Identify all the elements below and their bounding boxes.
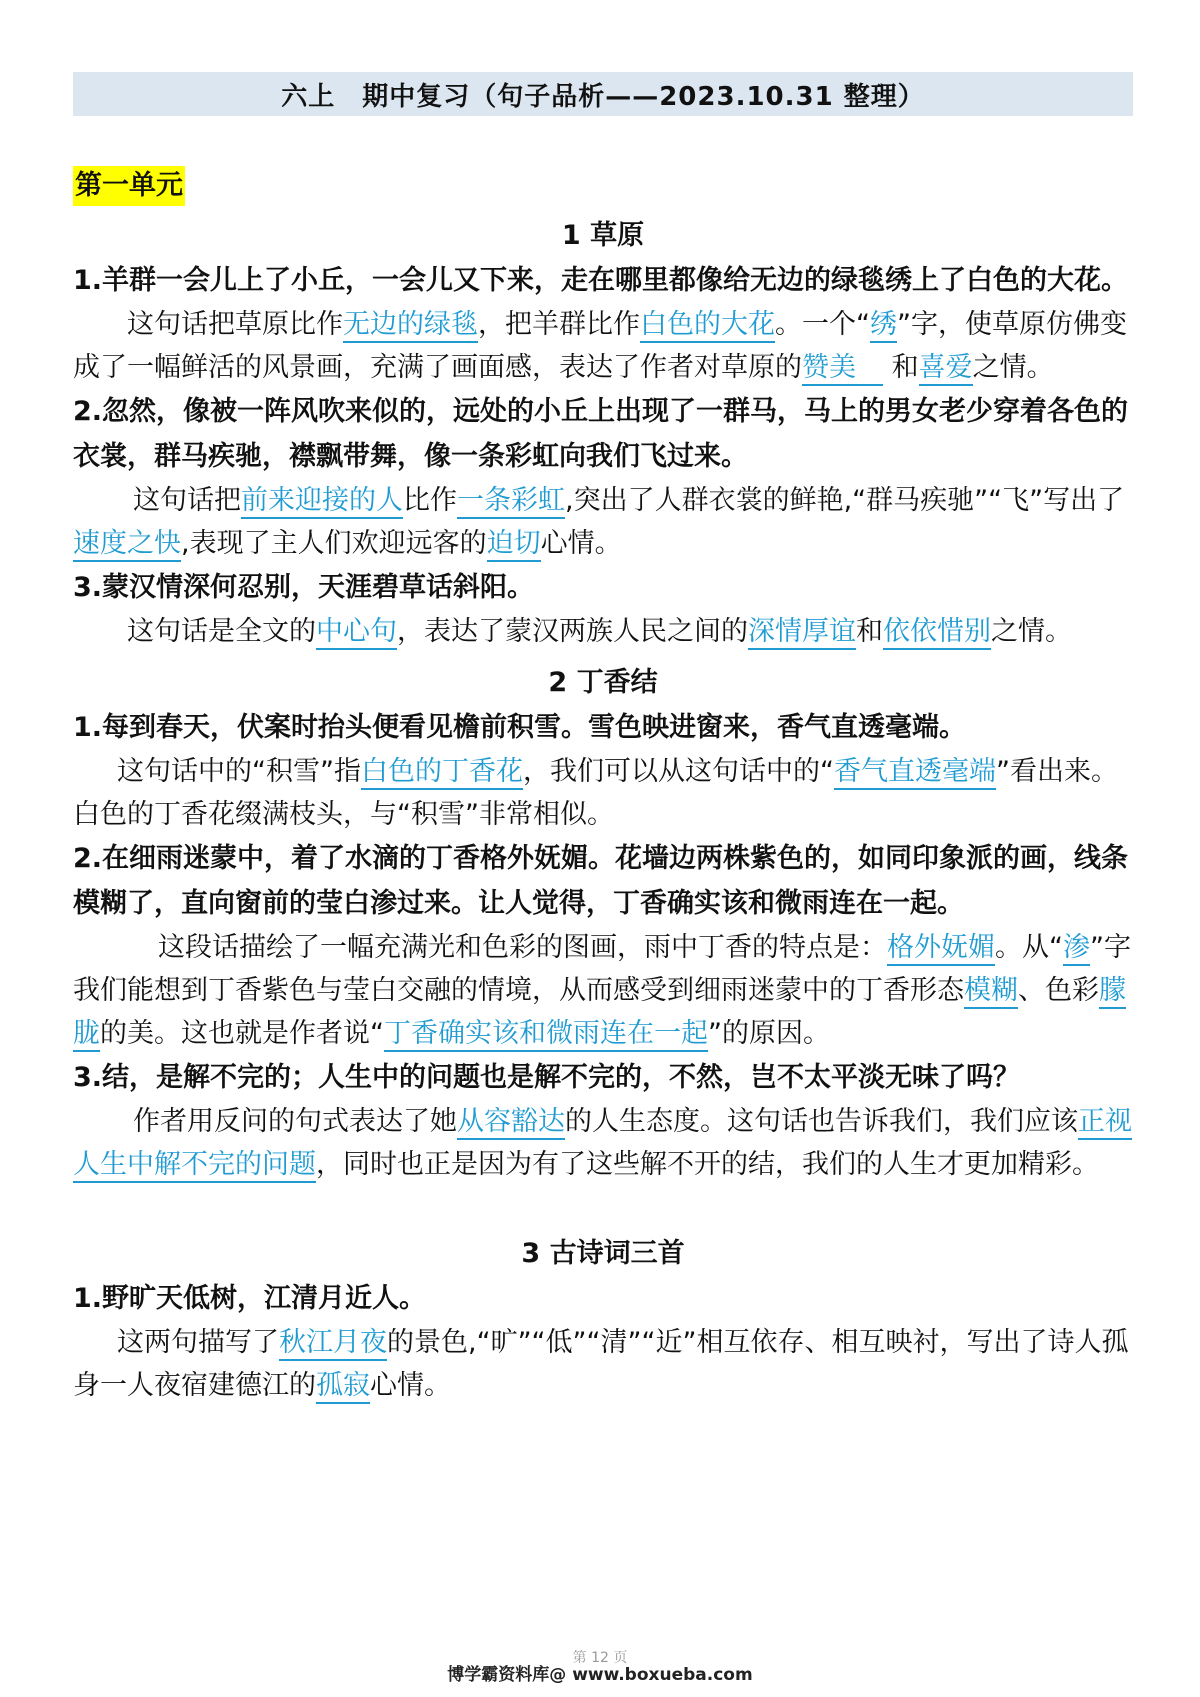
- question: 2.忽然，像被一阵风吹来似的，远处的小丘上出现了一群马，马上的男女老少穿着各色的衣裳，群马疾驰，襟飘带舞，像一条彩虹向我们飞过来。: [73, 396, 1129, 472]
- answer-text: 的景色,“旷”“低”“清”“近”相互依存、相互映衬，写出了诗人孤身一人夜宿建德江的: [73, 1327, 1129, 1401]
- answer-blank: 从容豁达: [457, 1106, 565, 1140]
- answer-blank: 秋江月夜: [279, 1327, 387, 1361]
- answer-text: 之情。: [972, 352, 1054, 383]
- answer-text: ”的原因。: [708, 1018, 830, 1049]
- answer-text: ，表达了蒙汉两族人民之间的: [397, 616, 748, 647]
- answer-blank: 中心句: [316, 616, 397, 650]
- question: 1.野旷天低树，江清月近人。: [73, 1283, 427, 1314]
- page-title: 六上 期中复习（句子品析——2023.10.31 整理）: [73, 72, 1133, 116]
- answer: [73, 750, 1133, 836]
- answer-blank: 迫切: [487, 528, 541, 562]
- answer-text: ，我们可以从这句话中的“: [522, 756, 834, 787]
- answer-text: ”字，使草原仿佛变成了一幅鲜活的风景画，充满了画面感，表达了作者对草原的: [73, 309, 1127, 383]
- question: 3.结，是解不完的；人生中的问题也是解不完的，不然，岂不太平淡无味了吗？: [73, 1062, 1021, 1093]
- answer-text: 这句话是全文的: [127, 616, 316, 647]
- answer: [73, 303, 1133, 389]
- answer-text: ，把羊群比作: [478, 309, 640, 340]
- answer-text: 和: [883, 352, 919, 383]
- answer-blank: 正视人生中解不完的问题: [73, 1106, 1132, 1183]
- answer-blank: 模糊: [964, 975, 1018, 1009]
- answer-blank: 朦胧: [73, 975, 1126, 1052]
- lesson-heading: 2 丁香结: [548, 667, 658, 698]
- answer-blank: 无边的绿毯: [343, 309, 478, 343]
- question: 1.羊群一会儿上了小丘，一会儿又下来，走在哪里都像给无边的绿毯绣上了白色的大花。: [73, 265, 1129, 296]
- answer: [73, 1321, 1133, 1407]
- answer-blank: 孤寂: [316, 1370, 370, 1404]
- unit-heading: 第一单元: [73, 166, 185, 206]
- answer-blank: 速度之快: [73, 528, 181, 562]
- answer-blank: 喜爱: [919, 352, 973, 386]
- answer: [73, 1100, 1133, 1186]
- answer-blank: 深情厚谊: [748, 616, 856, 650]
- lesson-heading: 3 古诗词三首: [521, 1238, 685, 1269]
- answer-text: ”字我们能想到丁香紫色与莹白交融的情境，从而感受到细雨迷蒙中的丁香形态: [73, 932, 1131, 1006]
- answer-blank: 丁香确实该和微雨连在一起: [384, 1018, 708, 1052]
- answer-text: 。一个“: [775, 309, 870, 340]
- question: 2.在细雨迷蒙中，着了水滴的丁香格外妩媚。花墙边两株紫色的，如同印象派的画，线条模糊了，直向窗前的莹白渗过来。让人觉得，丁香确实该和微雨连在一起。: [73, 843, 1129, 919]
- answer-text: 这句话把: [133, 485, 241, 516]
- answer-text: 这句话中的“积雪”指: [117, 756, 361, 787]
- answer-blank: 白色的大花: [640, 309, 775, 343]
- answer-blank: 绣: [870, 309, 897, 343]
- answer-text: 比作: [403, 485, 457, 516]
- answer: [73, 610, 1133, 653]
- answer-blank: 香气直透毫端: [834, 756, 996, 790]
- answer-blank: 渗: [1063, 932, 1090, 966]
- answer-blank: 依依惜别: [883, 616, 991, 650]
- answer-text: ”看出来。白色的丁香花缀满枝头，与“积雪”非常相似。: [73, 756, 1118, 830]
- answer-text: 的人生态度。这句话也告诉我们，我们应该: [565, 1106, 1078, 1137]
- answer: [73, 926, 1133, 1055]
- answer-blank: 前来迎接的人: [241, 485, 403, 519]
- question: 1.每到春天，伏案时抬头便看见檐前积雪。雪色映进窗来，香气直透毫端。: [73, 712, 967, 743]
- answer-text: 这段话描绘了一幅充满光和色彩的图画，雨中丁香的特点是：: [158, 932, 887, 963]
- answer-text: 作者用反问的句式表达了她: [133, 1106, 457, 1137]
- answer-text: 心情。: [370, 1370, 451, 1401]
- answer-blank: 一条彩虹: [457, 485, 565, 519]
- answer-text: 这两句描写了: [117, 1327, 279, 1358]
- question: 3.蒙汉情深何忍别，天涯碧草话斜阳。: [73, 572, 535, 603]
- answer-text: ,突出了人群衣裳的鲜艳,“群马疾驰”“飞”写出了: [565, 485, 1125, 516]
- answer-text: 之情。: [991, 616, 1072, 647]
- answer-blank: 赞美: [802, 352, 883, 386]
- footer-watermark: 博学霸资料库@ www.boxueba.com: [447, 1665, 753, 1685]
- answer-text: 。从“: [995, 932, 1063, 963]
- answer-text: 和: [856, 616, 883, 647]
- answer-text: 、色彩: [1018, 975, 1099, 1006]
- answer-text: 的美。这也就是作者说“: [100, 1018, 384, 1049]
- answer-text: ，同时也正是因为有了这些解不开的结，我们的人生才更加精彩。: [316, 1149, 1099, 1180]
- lesson-heading: 1 草原: [561, 220, 645, 251]
- answer-blank: 格外妩媚: [887, 932, 995, 966]
- document-page: [73, 72, 1133, 1407]
- answer-blank: 白色的丁香花: [361, 756, 523, 790]
- answer: [73, 479, 1133, 565]
- answer-text: 这句话把草原比作: [127, 309, 343, 340]
- answer-text: 心情。: [540, 528, 622, 559]
- page-number: 第 12 页: [572, 1650, 628, 1666]
- answer-text: ,表现了主人们欢迎远客的: [181, 528, 487, 559]
